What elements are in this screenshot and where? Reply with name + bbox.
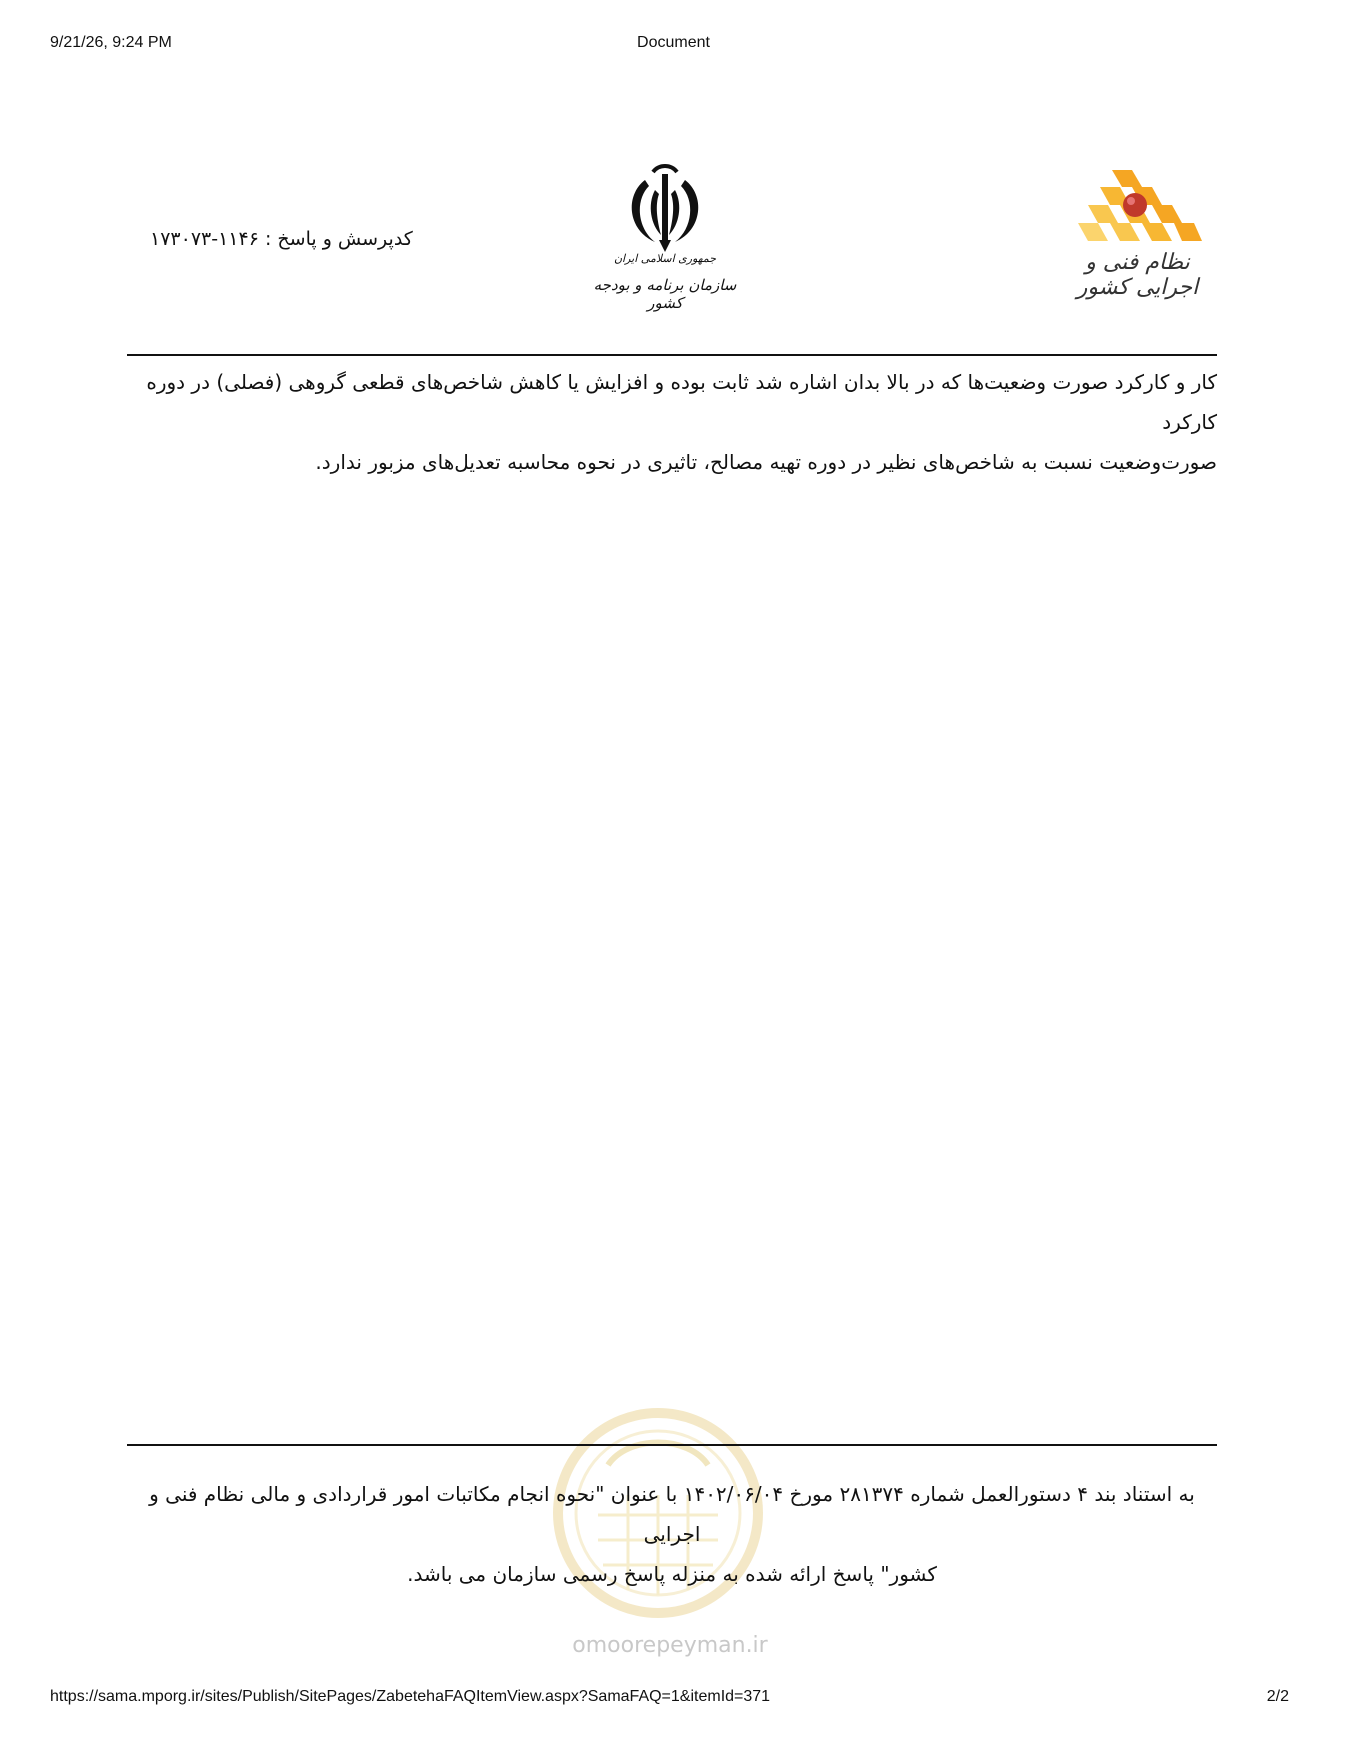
print-title: Document <box>637 34 710 51</box>
official-response-note <box>127 1474 1217 1594</box>
emblem-line-2: سازمان برنامه و بودجه کشور <box>593 276 737 312</box>
iran-emblem-icon <box>615 160 715 255</box>
note-line: به استناد بند ۴ دستورالعمل شماره ۲۸۱۳۷۴ مورخ ۱۴۰۲/۰۶/۰۴ با عنوان "نحوه انجام مکاتبات امور قراردادی و مالی نظام فنی و اجرایی <box>149 1482 1195 1546</box>
watermark-url: omoorepeyman.ir <box>572 1633 768 1658</box>
answer-paragraph <box>127 362 1217 482</box>
print-url: https://sama.mporg.ir/sites/Publish/SitePages/ZabetehaFAQItemView.aspx?SamaFAQ=1&itemId=371 <box>50 1688 771 1705</box>
emblem-line-1: جمهوری اسلامی ایران <box>613 252 717 265</box>
answer-line: کار و کارکرد صورت وضعیت‌ها که در بالا بدان اشاره شد ثابت بوده و افزایش یا کاهش شاخص‌های قطعی گروهی (فصلی) در دوره کارکرد <box>146 370 1217 434</box>
header-divider <box>127 354 1217 356</box>
page-number: 2/2 <box>1266 1688 1289 1705</box>
footer-divider <box>127 1444 1217 1446</box>
answer-line: صورت‌وضعیت نسبت به شاخص‌های نظیر در دوره تهیه مصالح، تاثیری در نحوه محاسبه تعدیل‌های مزبور ندارد. <box>315 450 1217 474</box>
nezam-fanni-logo-text: نظام فنی و اجرایی کشور <box>1076 250 1199 300</box>
print-datetime: 9/21/26, 9:24 PM <box>50 34 172 51</box>
note-line: کشور" پاسخ ارائه شده به منزله پاسخ رسمی سازمان می باشد. <box>407 1562 937 1586</box>
faq-code: کدپرسش و پاسخ : ۱۱۴۶-۱۷۳۰۷۳ <box>150 228 413 250</box>
